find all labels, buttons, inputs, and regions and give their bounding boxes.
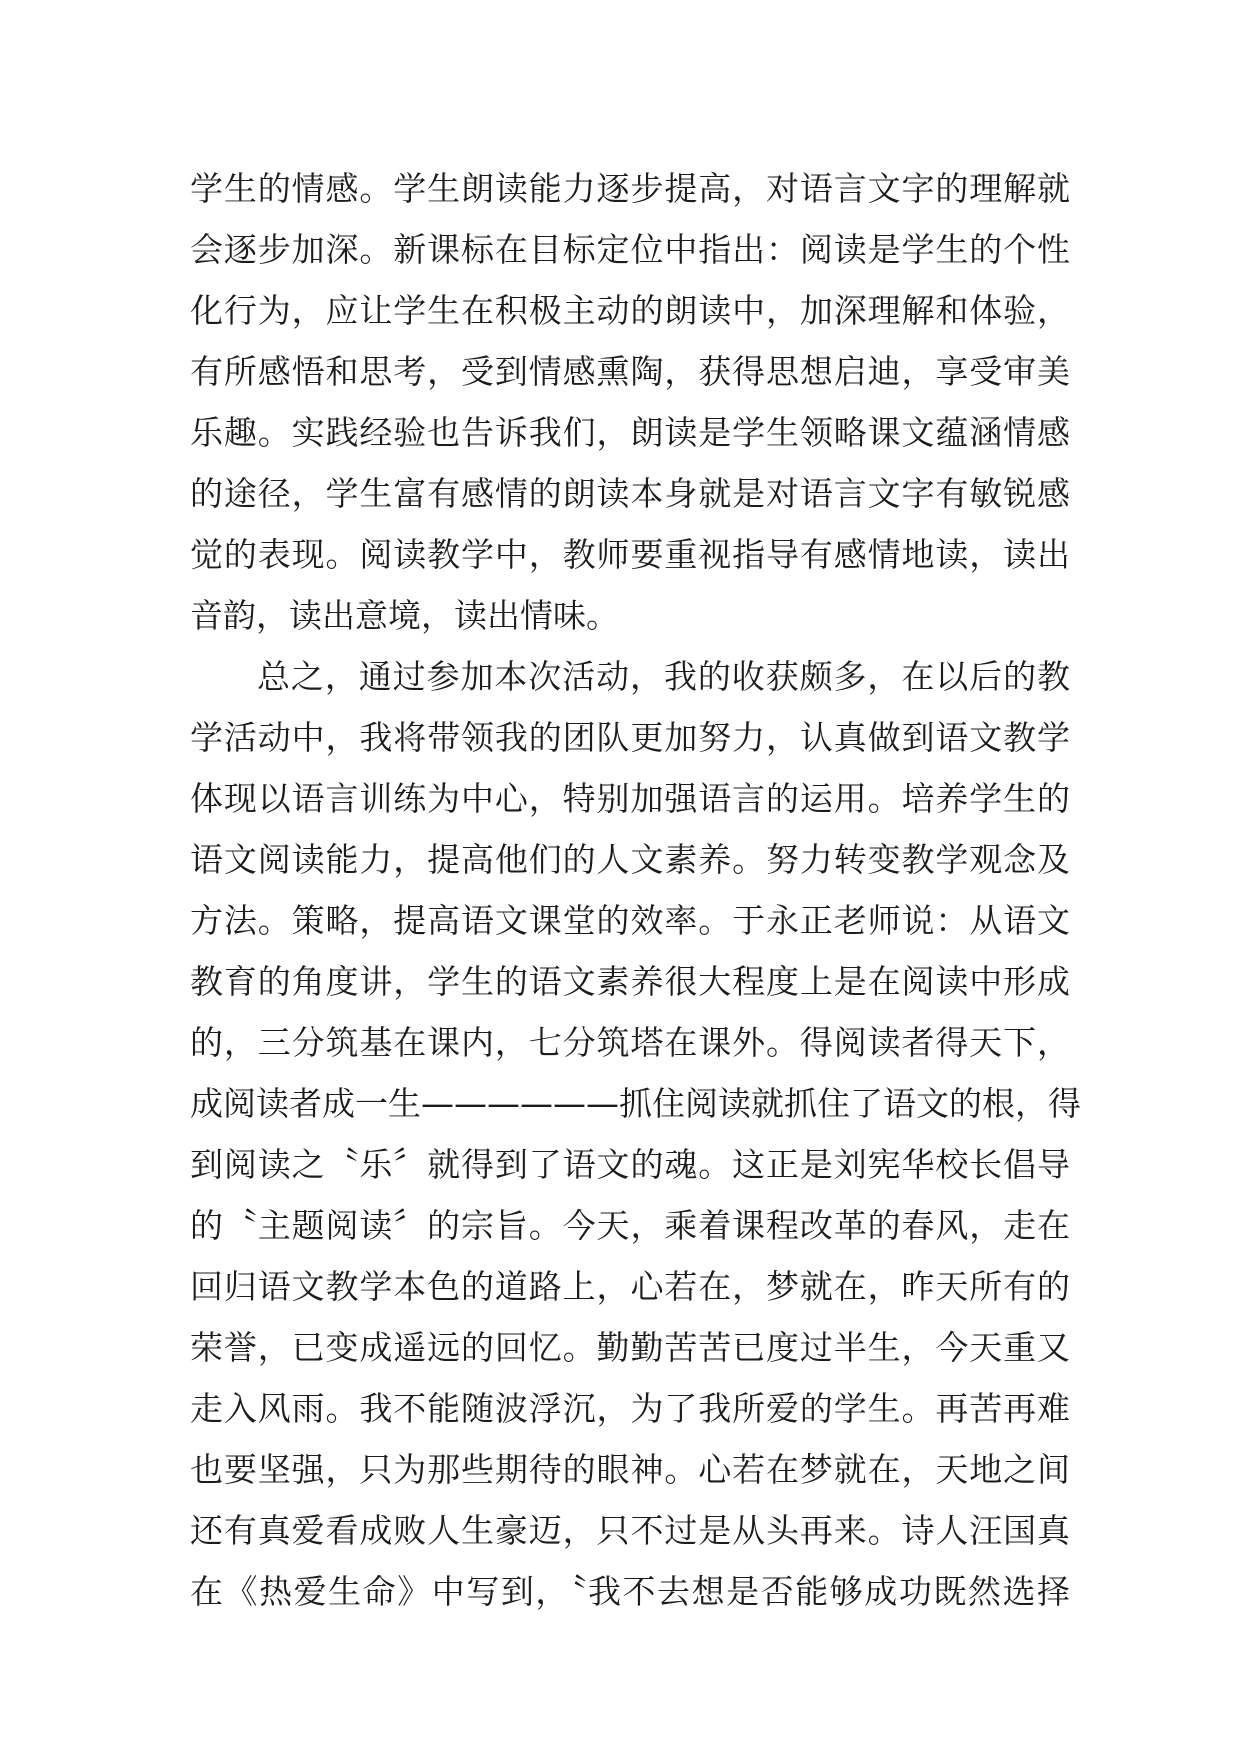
- text-line: 回归语文教学本色的道路上，心若在，梦就在，昨天所有的: [190, 1267, 1070, 1306]
- paragraph-2: [190, 646, 1081, 1622]
- text-line: 化行为，应让学生在积极主动的朗读中，加深理解和体验，: [190, 291, 1070, 330]
- text-line: 学活动中，我将带领我的团队更加努力，认真做到语文教学: [190, 718, 1070, 757]
- body-text: [190, 158, 1081, 1622]
- text-line: 还有真爱看成败人生豪迈，只不过是从头再来。诗人汪国真: [190, 1511, 1070, 1550]
- text-line: 教育的角度讲，学生的语文素养很大程度上是在阅读中形成: [190, 962, 1070, 1001]
- text-line: 到阅读之〝乐〞就得到了语文的魂。这正是刘宪华校长倡导: [190, 1145, 1070, 1184]
- text-line: 语文阅读能力，提高他们的人文素养。努力转变教学观念及: [190, 840, 1070, 879]
- text-line: 会逐步加深。新课标在目标定位中指出：阅读是学生的个性: [190, 230, 1070, 269]
- text-line: 学生的情感。学生朗读能力逐步提高，对语言文字的理解就: [190, 169, 1070, 208]
- text-line: 觉的表现。阅读教学中，教师要重视指导有感情地读，读出: [190, 535, 1070, 574]
- text-line: 也要坚强，只为那些期待的眼神。心若在梦就在，天地之间: [190, 1450, 1070, 1489]
- text-line: 荣誉，已变成遥远的回忆。勤勤苦苦已度过半生，今天重又: [190, 1328, 1070, 1367]
- paragraph-1: [190, 158, 1070, 646]
- text-line: 方法。策略，提高语文课堂的效率。于永正老师说：从语文: [190, 901, 1070, 940]
- text-line: 的，三分筑基在课内，七分筑塔在课外。得阅读者得天下，: [190, 1023, 1070, 1062]
- text-line: 音韵，读出意境，读出情味。: [190, 596, 619, 635]
- text-line: 体现以语言训练为中心，特别加强语言的运用。培养学生的: [190, 779, 1070, 818]
- text-line: 总之，通过参加本次活动，我的收获颇多，在以后的教: [257, 657, 1070, 696]
- text-line: 的途径，学生富有感情的朗读本身就是对语言文字有敏锐感: [190, 474, 1070, 513]
- text-line: 的〝主题阅读〞的宗旨。今天，乘着课程改革的春风，走在: [190, 1206, 1070, 1245]
- text-line: 乐趣。实践经验也告诉我们，朗读是学生领略课文蕴涵情感: [190, 413, 1070, 452]
- text-line: 走入风雨。我不能随波浮沉，为了我所爱的学生。再苦再难: [190, 1389, 1070, 1428]
- text-line: 在《热爱生命》中写到，〝我不去想是否能够成功既然选择: [190, 1572, 1070, 1611]
- text-line: 有所感悟和思考，受到情感熏陶，获得思想启迪，享受审美: [190, 352, 1070, 391]
- text-line: 成阅读者成一生——————抓住阅读就抓住了语文的根，得: [190, 1084, 1081, 1123]
